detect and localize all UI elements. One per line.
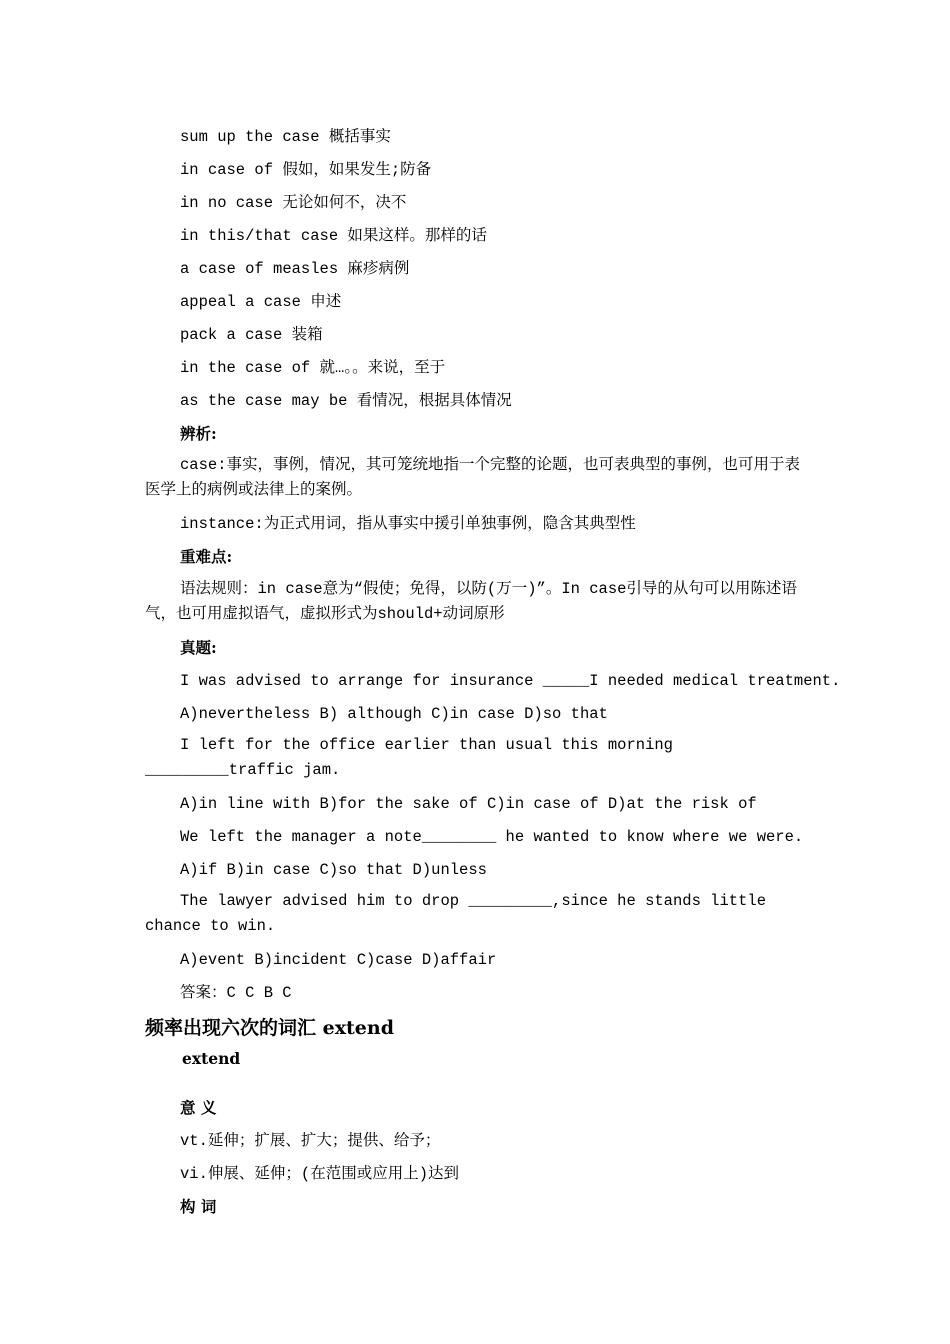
exam-question-1: I was advised to arrange for insurance _____I needed medical treatment. xyxy=(180,672,841,690)
meaning-vt: vt.延伸；扩展、扩大；提供、给予； xyxy=(180,1132,441,1150)
section-word: extend xyxy=(182,1049,241,1068)
exam-options-2: A)in line with B)for the sake of C)in case of D)at the risk of xyxy=(180,795,757,813)
meaning-label: 意 义 xyxy=(180,1098,217,1117)
exam-question-4: The lawyer advised him to drop _________,since he stands little chance to win. xyxy=(145,892,766,935)
analysis-case-text: case:事实，事例，情况，其可笼统地指一个完整的论题，也可表典型的事例，也可用于表医学上的病例或法律上的案例。 xyxy=(145,456,801,499)
phrase-line: in the case of 就…。。来说，至于 xyxy=(180,359,446,377)
difficulty-label: 重难点: xyxy=(180,547,233,566)
difficulty-text: 语法规则：in case意为“假使；免得，以防(万一)”。In case引导的从句可以用陈述语气，也可用虚拟语气，虚拟形式为should+动词原形 xyxy=(145,580,797,623)
exam-options-3: A)if B)in case C)so that D)unless xyxy=(180,861,487,879)
phrase-line: in no case 无论如何不，决不 xyxy=(180,194,407,212)
analysis-instance-text: instance:为正式用词，指从事实中援引单独事例，隐含其典型性 xyxy=(180,515,636,533)
exam-answer: 答案：C C B C xyxy=(180,984,292,1002)
phrase-line: sum up the case 概括事实 xyxy=(180,128,391,146)
section-heading: 频率出现六次的词汇 extend xyxy=(145,1017,394,1039)
meaning-vi: vi.伸展、延伸；(在范围或应用上)达到 xyxy=(180,1165,460,1183)
exam-label: 真题: xyxy=(180,638,217,657)
exam-question-2: I left for the office earlier than usual this morning _________traffic jam. xyxy=(145,736,673,779)
phrase-line: a case of measles 麻疹病例 xyxy=(180,260,410,278)
formation-label: 构 词 xyxy=(180,1197,217,1216)
phrase-line: pack a case 装箱 xyxy=(180,326,323,344)
exam-options-1: A)nevertheless B) although C)in case D)so that xyxy=(180,705,608,723)
exam-question-3: We left the manager a note________ he wanted to know where we were. xyxy=(180,828,804,846)
phrase-line: in case of 假如，如果发生;防备 xyxy=(180,161,432,179)
phrase-line: as the case may be 看情况，根据具体情况 xyxy=(180,392,512,410)
exam-options-4: A)event B)incident C)case D)affair xyxy=(180,951,497,969)
phrase-line: in this/that case 如果这样。那样的话 xyxy=(180,227,487,245)
analysis-label: 辨析: xyxy=(180,424,217,443)
phrase-line: appeal a case 申述 xyxy=(180,293,342,311)
